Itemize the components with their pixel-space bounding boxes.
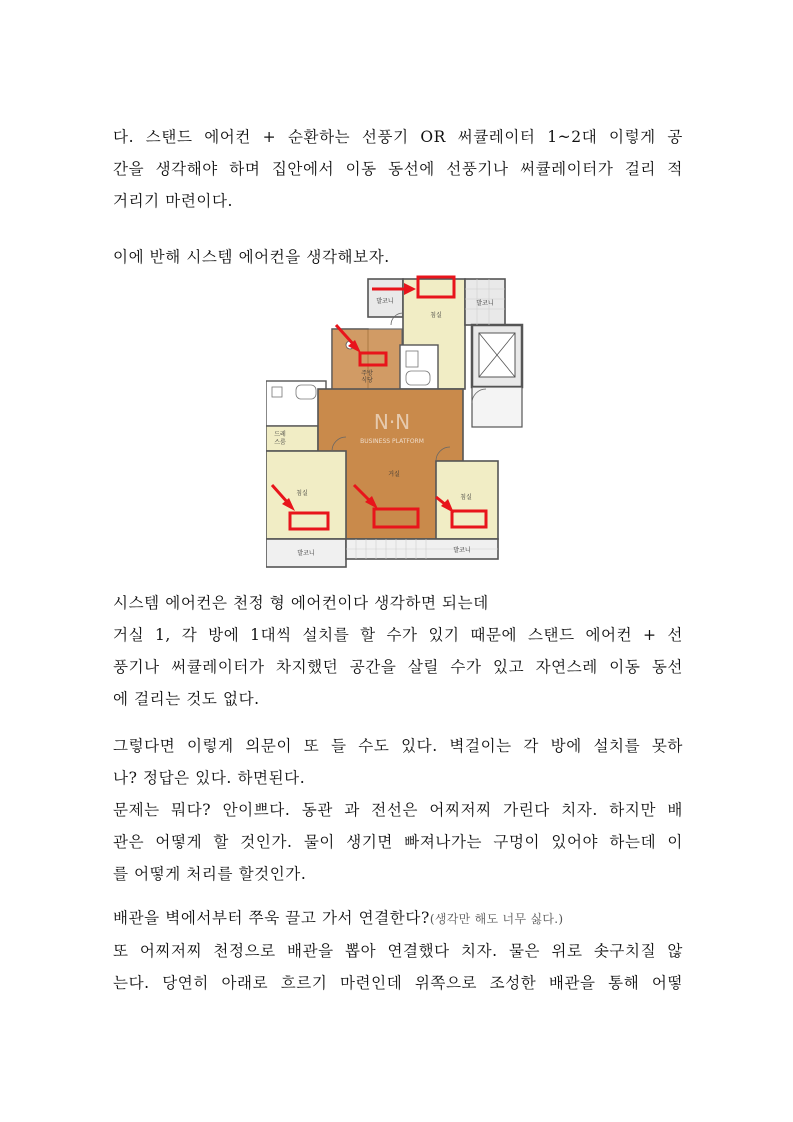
label-bedroom-left: 침실 bbox=[296, 490, 308, 497]
text-line: 그렇다면 이렇게 의문이 또 들 수도 있다. 벽걸이는 각 방에 설치를 못하 bbox=[113, 737, 683, 755]
label-balcony-bottom-left: 발코니 bbox=[297, 550, 315, 557]
text-line: 풍기나 써큘레이터가 차지했던 공간을 살릴 수가 있고 자연스레 이동 동선 bbox=[113, 658, 683, 676]
text-line: 간을 생각해야 하며 집안에서 이동 동선에 선풍기나 써큘레이터가 걸리 적 bbox=[113, 160, 683, 178]
text-line bbox=[113, 902, 683, 935]
paragraph-ceiling-ac bbox=[113, 587, 683, 715]
label-bedroom-top: 침실 bbox=[430, 312, 442, 319]
text-line: 다. 스탠드 에어컨 + 순환하는 선풍기 OR 써큘레이터 1~2대 이렇게 공 bbox=[113, 128, 683, 146]
label-dining: 식당 bbox=[361, 377, 373, 384]
text-line: 거실 1, 각 방에 1대씩 설치를 할 수가 있기 때문에 스탠드 에어컨 + 선 bbox=[113, 626, 683, 644]
label-living: 거실 bbox=[388, 471, 400, 478]
watermark-logo: N·N bbox=[373, 410, 411, 434]
text-line: 시스템 에어컨은 천정 형 에어컨이다 생각하면 되는데 bbox=[113, 594, 489, 612]
entrance bbox=[472, 387, 522, 427]
aside-note: (생각만 해도 너무 싫다.) bbox=[429, 912, 564, 926]
label-dress-2: 스룸 bbox=[274, 439, 286, 446]
label-balcony-top-right: 발코니 bbox=[476, 300, 494, 307]
floor-plan-image bbox=[266, 273, 528, 581]
label-dress-1: 드레 bbox=[274, 431, 286, 438]
piping-question: 배관을 벽에서부터 쭈욱 끌고 가서 연결한다? bbox=[113, 909, 430, 927]
paragraph-piping bbox=[113, 902, 683, 999]
paragraph-wall-ac-question bbox=[113, 730, 683, 890]
watermark-text: BUSINESS PLATFORM bbox=[360, 438, 424, 445]
text-line: 나? 정답은 있다. 하면된다. bbox=[113, 769, 306, 787]
text-line: 이에 반해 시스템 에어컨을 생각해보자. bbox=[113, 248, 390, 266]
paragraph-intro bbox=[113, 121, 683, 217]
text-line: 를 어떻게 처리를 할것인가. bbox=[113, 865, 307, 883]
label-balcony-bottom-right: 발코니 bbox=[453, 547, 471, 554]
text-line: 또 어찌저찌 천정으로 배관을 뽑아 연결했다 치자. 물은 위로 솟구치질 않 bbox=[113, 942, 683, 960]
text-line: 에 걸리는 것도 없다. bbox=[113, 690, 260, 708]
text-line: 는다. 당연히 아래로 흐르기 마련인데 위쪽으로 조성한 배관을 통해 어떻 bbox=[113, 974, 683, 992]
text-line: 거리기 마련이다. bbox=[113, 192, 234, 210]
label-balcony-top-left: 발코니 bbox=[376, 298, 394, 305]
text-line: 관은 어떻게 할 것인가. 물이 생기면 빠져나가는 구멍이 있어야 하는데 이 bbox=[113, 833, 683, 851]
text-line: 문제는 뭐다? 안이쁘다. 동관 과 전선은 어찌저찌 가린다 치자. 하지만 배 bbox=[113, 801, 683, 819]
label-bedroom-right: 침실 bbox=[460, 494, 472, 501]
paragraph-system-ac bbox=[113, 241, 683, 273]
label-kitchen: 주방 bbox=[361, 370, 373, 377]
